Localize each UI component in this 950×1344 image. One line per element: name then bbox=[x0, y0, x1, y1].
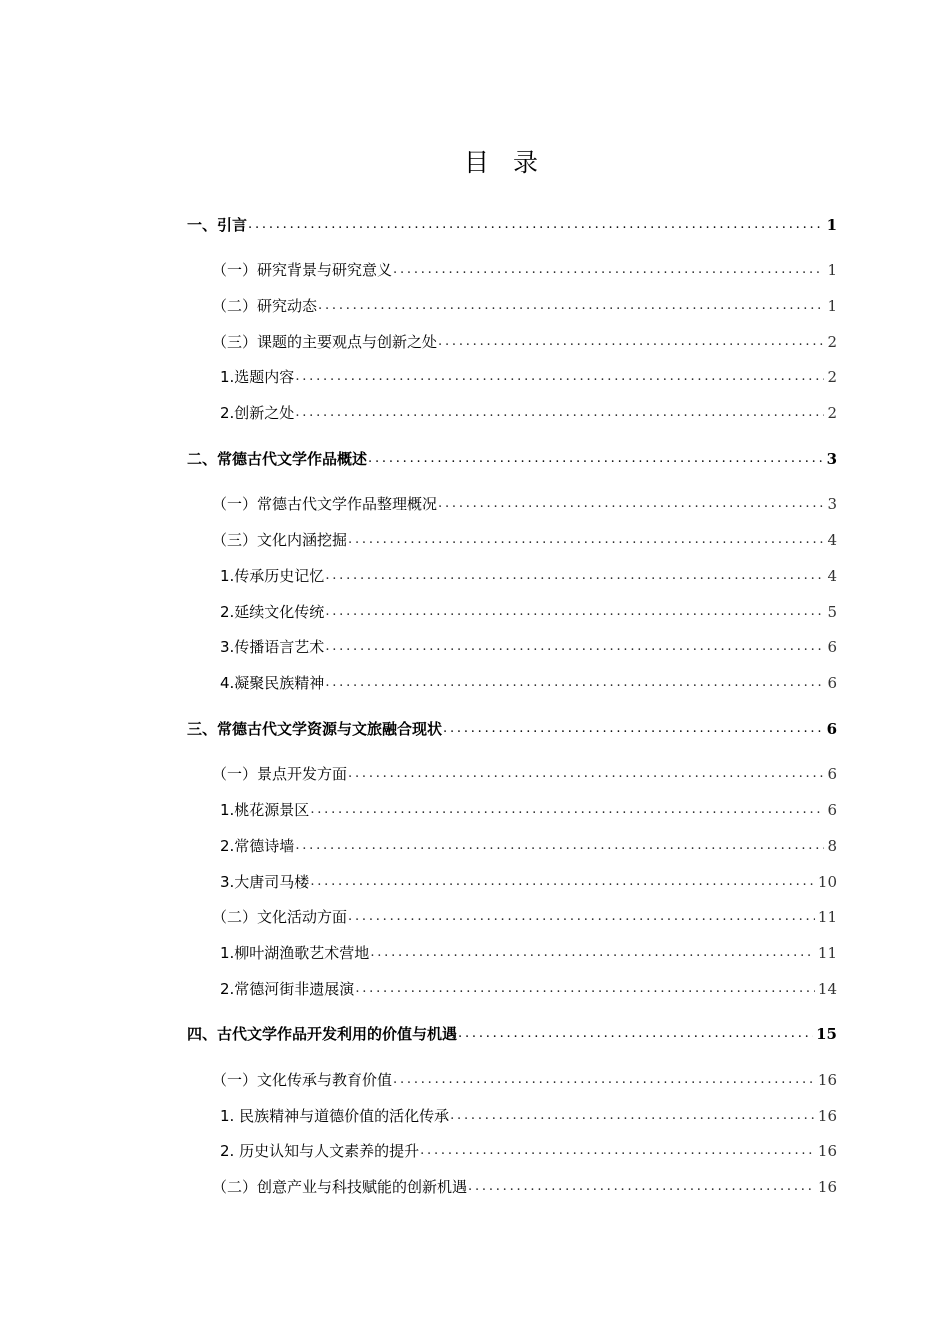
toc-entry-label: （一）研究背景与研究意义 bbox=[212, 261, 393, 279]
toc-entry[interactable] bbox=[0, 397, 837, 423]
toc-entry[interactable] bbox=[0, 1064, 837, 1090]
toc-entry-page: 11 bbox=[817, 908, 837, 926]
toc-entry-label: （二）创意产业与科技赋能的创新机遇 bbox=[212, 1178, 468, 1196]
dot-leader bbox=[295, 836, 824, 856]
toc-entry[interactable] bbox=[0, 326, 837, 352]
toc-entry-page: 6 bbox=[827, 765, 837, 783]
dot-leader bbox=[368, 449, 824, 469]
toc-entry-page: 1 bbox=[827, 261, 837, 279]
dot-leader bbox=[393, 260, 824, 280]
toc-entry-page: 6 bbox=[827, 801, 837, 819]
toc-entry-label: 四、古代文学作品开发利用的价值与机遇 bbox=[187, 1025, 458, 1043]
dot-leader bbox=[355, 979, 815, 999]
toc-entry[interactable] bbox=[0, 901, 837, 927]
toc-entry-section-1[interactable] bbox=[0, 209, 837, 235]
toc-entry[interactable] bbox=[0, 667, 837, 693]
dot-leader bbox=[325, 637, 824, 657]
toc-entry-page: 4 bbox=[827, 567, 837, 585]
dot-leader bbox=[393, 1070, 815, 1090]
toc-entry[interactable] bbox=[0, 1100, 837, 1126]
toc-entry-label: （二）研究动态 bbox=[212, 297, 318, 315]
toc-entry[interactable] bbox=[0, 830, 837, 856]
toc-entry-label: （三）文化内涵挖掘 bbox=[212, 531, 348, 549]
dot-leader bbox=[348, 907, 815, 927]
toc-entry[interactable] bbox=[0, 1135, 837, 1161]
toc-entry-label: （二）文化活动方面 bbox=[212, 908, 348, 926]
toc-entry-page: 16 bbox=[817, 1178, 837, 1196]
toc-entry-page: 16 bbox=[817, 1071, 837, 1089]
toc-entry-page: 14 bbox=[817, 980, 837, 998]
toc-entry-page: 6 bbox=[826, 720, 837, 738]
dot-leader bbox=[325, 602, 824, 622]
toc-entry-page: 15 bbox=[816, 1025, 837, 1043]
toc-entry-section-4[interactable] bbox=[0, 1018, 837, 1044]
toc-entry-section-3[interactable] bbox=[0, 713, 837, 739]
toc-entry[interactable] bbox=[0, 361, 837, 387]
toc-entry-label: 2.延续文化传统 bbox=[220, 603, 325, 621]
dot-leader bbox=[370, 943, 815, 963]
toc-entry[interactable] bbox=[0, 631, 837, 657]
toc-entry-page: 1 bbox=[827, 297, 837, 315]
toc-entry-page: 1 bbox=[826, 216, 837, 234]
toc-entry[interactable] bbox=[0, 973, 837, 999]
toc-entry-label: 2.创新之处 bbox=[220, 404, 295, 422]
toc-entry[interactable] bbox=[0, 488, 837, 514]
toc-entry-page: 6 bbox=[827, 638, 837, 656]
dot-leader bbox=[438, 332, 824, 352]
toc-entry-page: 4 bbox=[827, 531, 837, 549]
dot-leader bbox=[310, 800, 824, 820]
toc-entry[interactable] bbox=[0, 758, 837, 784]
toc-entry-page: 16 bbox=[817, 1142, 837, 1160]
toc-entry[interactable] bbox=[0, 1171, 837, 1197]
toc-entry-page: 10 bbox=[817, 873, 837, 891]
toc-entry-page: 11 bbox=[817, 944, 837, 962]
page-title: 目录 bbox=[463, 148, 562, 177]
toc-entry[interactable] bbox=[0, 524, 837, 550]
toc-entry-page: 8 bbox=[827, 837, 837, 855]
toc-entry[interactable] bbox=[0, 560, 837, 586]
toc-entry-label: 三、常德古代文学资源与文旅融合现状 bbox=[187, 720, 443, 738]
dot-leader bbox=[443, 719, 824, 739]
dot-leader bbox=[318, 296, 824, 316]
toc-entry-label: （一）文化传承与教育价值 bbox=[212, 1071, 393, 1089]
toc-entry[interactable] bbox=[0, 596, 837, 622]
dot-leader bbox=[438, 494, 824, 514]
toc-entry-label: 1.选题内容 bbox=[220, 368, 295, 386]
toc-entry-label: 2.常德河街非遗展演 bbox=[220, 980, 355, 998]
toc-entry-label: 1.传承历史记忆 bbox=[220, 567, 325, 585]
dot-leader bbox=[420, 1141, 815, 1161]
dot-leader bbox=[295, 367, 824, 387]
dot-leader bbox=[325, 673, 824, 693]
dot-leader bbox=[450, 1106, 815, 1126]
toc-entry-label: 3.大唐司马楼 bbox=[220, 873, 310, 891]
dot-leader bbox=[458, 1024, 813, 1044]
toc-entry-page: 3 bbox=[826, 450, 837, 468]
toc-entry-page: 2 bbox=[827, 368, 837, 386]
toc-entry-label: （三）课题的主要观点与创新之处 bbox=[212, 333, 438, 351]
toc-entry-section-2[interactable] bbox=[0, 443, 837, 469]
toc-entry-label: （一）常德古代文学作品整理概况 bbox=[212, 495, 438, 513]
toc-entry-label: （一）景点开发方面 bbox=[212, 765, 348, 783]
toc-entry-page: 3 bbox=[827, 495, 837, 513]
dot-leader bbox=[468, 1177, 815, 1197]
toc-entry-page: 16 bbox=[817, 1107, 837, 1125]
toc-entry-label: 2.常德诗墙 bbox=[220, 837, 295, 855]
toc-entry[interactable] bbox=[0, 937, 837, 963]
toc-entry-label: 2. 历史认知与人文素养的提升 bbox=[220, 1142, 420, 1160]
toc-entry-label: 二、常德古代文学作品概述 bbox=[187, 450, 368, 468]
toc-entry-label: 4.凝聚民族精神 bbox=[220, 674, 325, 692]
dot-leader bbox=[348, 764, 824, 784]
toc-entry[interactable] bbox=[0, 290, 837, 316]
toc-entry-label: 一、引言 bbox=[187, 216, 248, 234]
dot-leader bbox=[310, 872, 815, 892]
toc-entry[interactable] bbox=[0, 866, 837, 892]
toc-entry-label: 1.桃花源景区 bbox=[220, 801, 310, 819]
toc-entry-label: 3.传播语言艺术 bbox=[220, 638, 325, 656]
dot-leader bbox=[325, 566, 824, 586]
toc-entry-page: 5 bbox=[827, 603, 837, 621]
toc-entry-label: 1.柳叶湖渔歌艺术营地 bbox=[220, 944, 370, 962]
toc-entry[interactable] bbox=[0, 254, 837, 280]
dot-leader bbox=[248, 215, 824, 235]
toc-entry-label: 1. 民族精神与道德价值的活化传承 bbox=[220, 1107, 450, 1125]
dot-leader bbox=[295, 403, 824, 423]
toc-entry-page: 6 bbox=[827, 674, 837, 692]
toc-entry[interactable] bbox=[0, 794, 837, 820]
toc-entry-page: 2 bbox=[827, 333, 837, 351]
toc-entry-page: 2 bbox=[827, 404, 837, 422]
dot-leader bbox=[348, 530, 824, 550]
